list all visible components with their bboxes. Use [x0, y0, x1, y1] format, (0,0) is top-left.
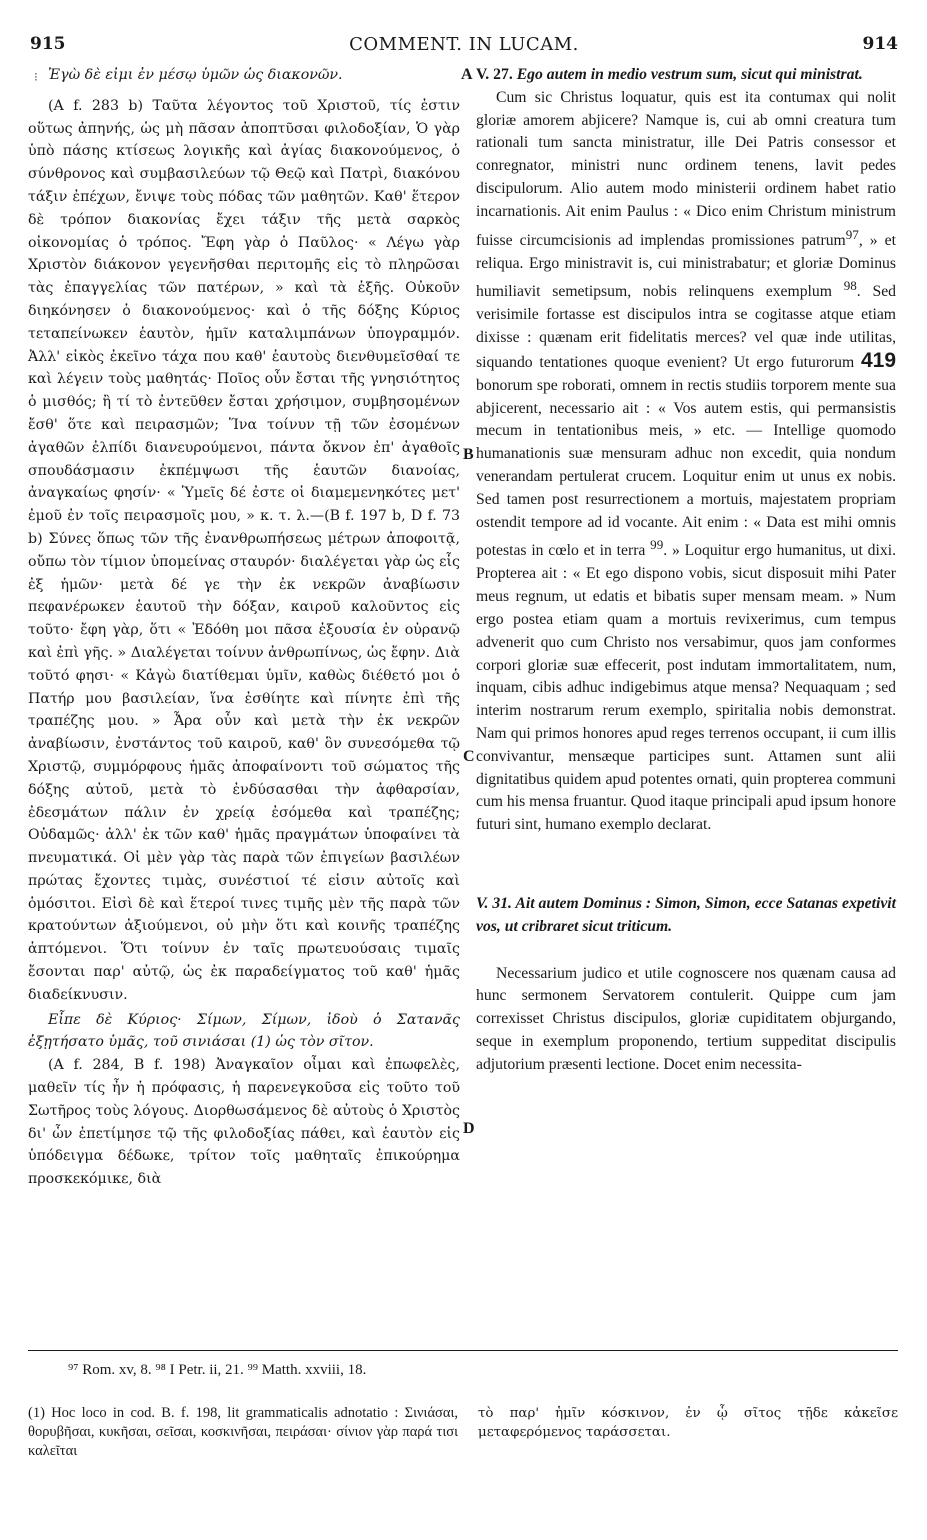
greek-paragraph-2: (A f. 284, B f. 198) Ἀναγκαῖον οἶμαι καὶ ἐπωφελὲς, μαθεῖν τίς ἦν ἡ πρόφασις, ἡ παρενεγκοῦσα εἰς τοῦτο τοῦ Σωτῆρος τοὺς λόγους. Διορθωσάμενος δὲ αὐτοὺς ὁ Χριστὸς δι' ὧν ἐπετίμησε τῷ τῆς φιλοδοξίας πάθει, καὶ ἑαυτὸν εἰς ὑπόδειγμα δέδωκε, τρίτον τοῖς μαθηταῖς ἐπικούρημα προσκεκόμικε, διὰ [28, 1057, 460, 1188]
running-header [30, 30, 898, 60]
verse-number: V. 27. [476, 66, 513, 83]
greek-column [28, 64, 460, 1191]
footnote-rule [28, 1350, 898, 1351]
page-number-right: 914 [862, 34, 898, 54]
latin-column [476, 64, 896, 1077]
latin-text-e: . » Loquitur ergo humanitus, ut dixi. Propterea ait : « Et ego dispono vobis, sicut disposuit mihi Pater meus regnum, ut edatis et bibatis super mensam meam. » Num ergo postea etiam quam a mortuis revixerimus, cum tempus advenerit quo cum Christo nos versabimur, quos jam conformes corpori gloriæ suæ effecerit, post indutam immortalitatem, num, inquam, cibis adhuc indigebimus atque mensa? Nequaquam ; sed interim nostrarum rerum exemplo, spiritalia nobis demonstrat. Nam qui primos honores apud reges terrenos occupant, ii cum illis convivantur, mensæque participes sunt. Attamen sunt alii dignitatibus quidem apud potentes ornati, quin propterea communi cum his mensa fruantur. Quod itaque principali apud ipsum honore futuri sint, humano exemplo declarat. [476, 542, 896, 834]
margin-letter-c: C [463, 748, 475, 765]
latin-text-a: Cum sic Christus loquatur, quis est ita contumax qui nolit gloriæ amorem abjicere? Namque is, cui ab omni creatura tum rationali tum sancta ministratur, ille Dei Patris consessor et conregnator, ministri nunc ordinem tenens, lavit pedes discipulorum. Alio autem modo ministerii ordinem habet ratio incarnationis. Ait enim Paulus : « Dico enim Christum ministrum fuisse circumcisionis ad implendas promissiones patrum [476, 88, 896, 249]
latin-paragraph-2: Necessarium judico et utile cognoscere nos quænam causa ad hunc sermonem Servatorem contulerit. Quippe cum jam correxisset Christus discipulos, gloriæ cupiditatem objurgando, seque in exemplum proponendo, tertium suppeditat discipulis adjutorium præsenti lectione. Docet enim necessita- [476, 964, 896, 1073]
latin-text-c: . Sed verisimile fortasse est discipulos intra se cogitasse atque etiam dixisse : quænam erit fidelitatis merces? vel quæ inde utilitas, siquando tentationes quoque evenient? Ut ergo futurorum [476, 283, 897, 372]
scripture-references: ⁹⁷ Rom. xv, 8. ⁹⁸ I Petr. ii, 21. ⁹⁹ Matth. xxviii, 18. [68, 1362, 367, 1378]
greek-verse-27: Ἐγὼ δὲ εἰμι ἐν μέσῳ ὑμῶν ὡς διακονῶν. [48, 67, 343, 83]
margin-tick: ⁝ [34, 70, 38, 84]
footnote-latin-text: (1) Hoc loco in cod. B. f. 198, lit grammaticalis adnotatio : Σινιάσαι, θορυβῆσαι, κυκῆσαι, σεῖσαι, κοσκινῆσαι, πειράσαι· σίνιον γὰρ παρά τισι καλεῖται [28, 1405, 458, 1459]
latin-text-d: bonorum spe roborati, omnem in rectis studiis torporem mente sua abjicerent, necessario ait : « Vos autem estis, qui permansistis mecum in tentationibus meis, » etc. — Intellige quomodo humanationis suæ mensuram adhuc non excedit, quia nondum venerandam pertulerat crucem. Loquitur enim ut unus ex nobis. Sed tamen post resurrectionem a mortuis, majestatem propriam ostendit tempore ad id vocante. Ait enim : « Data est mihi omnis potestas in cœlo et in terra [476, 376, 896, 560]
margin-letter-b: B [463, 446, 474, 463]
latin-paragraph-1 [476, 87, 896, 837]
latin-verse-31: V. 31. Ait autem Dominus : Simon, Simon, ecce Satanas expetivit vos, ut cribraret sicut triticum. [476, 895, 896, 935]
ref-marker-99: 99 [650, 537, 664, 553]
latin-verse-27-text: Ego autem in medio vestrum sum, sicut qui ministrat. [516, 66, 863, 83]
greek-paragraph-1: (A f. 283 b) Ταῦτα λέγοντος τοῦ Χριστοῦ, τίς ἐστιν οὕτως ἀπηνής, ὡς μὴ πᾶσαν ἀποπτῦσαι φιλοδοξίαν, Ὁ γὰρ ὑπὸ πάσης κτίσεως λογικῆς καὶ ἁγίας διακονούμενος, ὁ σύνθρονος καὶ συμβασιλεύων τῷ Θεῷ καὶ Πατρὶ, διακόνου τάξιν ἐπέχων, ἔνιψε τοὺς πόδας τῶν μαθητῶν. Καθ' ἕτερον δὲ τρόπον διακονίας ἔχει τάξιν τῆς μετὰ σαρκὸς οἰκονομίας ὁ τρόπος. Ἔφη γὰρ ὁ Παῦλος· « Λέγω γὰρ Χριστὸν διάκονον γεγενῆσθαι περιτομῆς εἰς τὸ πληρῶσαι τὰς ἐπαγγελίας τῶν πατέρων, » καὶ τὰ ἑξῆς. Οὐκοῦν διηκόνησεν ὁ διακονούμενος· καὶ ὁ τῆς δόξης Κύριος τεταπείνωκεν ἑαυτὸν, ἡμῖν καταλιμπάνων ὑπογραμμόν. Ἀλλ' εἰκὸς ἐκεῖνο τάχα που καθ' ἑαυτοὺς διενθυμεῖσθαί τε καὶ λέγειν τοὺς μαθητάς· Ποῖος οὖν ἔσται τῆς γνησιότητος ὁ μισθός; ἢ τί τὸ ἐντεῦθεν ἔσται χρήσιμον, συμβησομένων ἔσθ' ὅτε καὶ πειρασμῶν; Ἵνα τοίνυν τῇ τῶν ἐσομένων ἀγαθῶν ἐλπίδι διανευρούμενοι, πάντα ὄκνον ἐπ' ἀγαθοῖς σπουδάσμασιν ἐκπέμψωσι τῆς ἑαυτῶν διανοίας, ἀναγκαίως φησίν· « Ὑμεῖς δέ ἐστε οἱ διαμεμενηκότες μετ' ἐμοῦ ἐν τοῖς πειρασμοῖς μου, » κ. τ. λ.—(B f. 197 b, D f. 73 b) Σύνες ὅπως τῶν τῆς ἐνανθρωπήσεως μέτρων ἀποφοιτᾷ, οὔπω τὸν τίμιον ὑπομείνας σταυρόν· διαλέγεται γὰρ ὡς εἷς ἐξ ἡμῶν· μετὰ δέ γε τὴν ἐκ νεκρῶν ἀναβίωσιν πεφανέρωκεν ἑαυτοῦ τὴν δόξαν, καιροῦ καλοῦντος εἰς τοῦτο· ἔφη γὰρ, ὅτι « Ἐδόθη μοι πᾶσα ἐξουσία ἐν οὐρανῷ καὶ ἐπὶ γῆς. » Διαλέγεται τοίνυν ἀνθρωπίνως, ὡς ἔφην. Διὰ τοῦτό φησι· « Κἀγὼ διατίθεμαι ὑμῖν, καθὼς διέθετό μοι ὁ Πατήρ μου βασιλείαν, ἵνα ἐσθίητε καὶ πίνητε ἐπὶ τῆς τραπέζης μου. » Ἆρα οὖν καὶ μετὰ τὴν ἐκ νεκρῶν ἀναβίωσιν, ἐνστάντος τοῦ καιροῦ, καθ' ὃν συνεσόμεθα τῷ Χριστῷ, συμμόρφους ἡμᾶς ἀποφαίνοντι τοῦ σώματος τῆς δόξης αὐτοῦ, μετὰ τὸ ἐνδύσασθαι τὴν ἀφθαρσίαν, ἐδεσμάτων πάλιν ἐν χρείᾳ ἐσόμεθα καὶ τραπέζης; Οὐδαμῶς· ἀλλ' ἐκ τῶν καθ' ἡμᾶς πραγμάτων ὑποφαίνει τὰ πνευματικά. Οἱ μὲν γὰρ τὰς παρὰ τῶν ἐπιγείων βασιλέων πρώτας ἔχοντες τιμὰς, συνέστιοί τέ εἰσιν αὐτοῖς καὶ ὁμόσιτοι. Εἰσὶ δὲ καὶ ἕτεροί τινες τιμῆς μὲν τῆς παρὰ τῶν κρατούντων ἀξιούμενοι, οὐ μὴν ὅτι καὶ κοινῆς τραπέζης ἁπτόμενοι. Ὅτι τοίνυν ἐν ταῖς πρωτευούσαις τιμαῖς ἔσονται παρ' αὐτῷ, ὡς ἐκ παραδείγματος τοῦ καθ' ἡμᾶς διαδείκνυσιν. [28, 97, 460, 1003]
page-number-left: 915 [30, 34, 66, 54]
ref-marker-98: 98 [843, 278, 857, 294]
latin-text-b: , » et reliqua. Ergo ministravit is, cui ministrabatur; et gloriæ Dominus humiliavit semetipsum, nobis relinquens exemplum [476, 231, 896, 301]
running-title: COMMENT. IN LUCAM. [349, 34, 579, 55]
footnote-greek [478, 1404, 898, 1442]
footnote-greek-text: τὸ παρ' ἡμῖν κόσκινον, ἐν ᾧ σῖτος τῇδε κἀκεῖσε μεταφερόμενος ταράσσεται. [478, 1406, 898, 1440]
ref-marker-97: 97 [845, 226, 859, 242]
latin-verse-27 [476, 64, 896, 87]
margin-letter-d: D [463, 1120, 475, 1137]
margin-letter-a: A [461, 66, 473, 83]
footnote-latin [28, 1404, 458, 1461]
greek-verse-31: Εἶπε δὲ Κύριος· Σίμων, Σίμων, ἰδοὺ ὁ Σατανᾶς ἐξῃτήσατο ὑμᾶς, τοῦ σινιάσαι (1) ὡς τὸν σῖτον. [28, 1011, 460, 1051]
edition-page-number: 419 [860, 349, 897, 373]
